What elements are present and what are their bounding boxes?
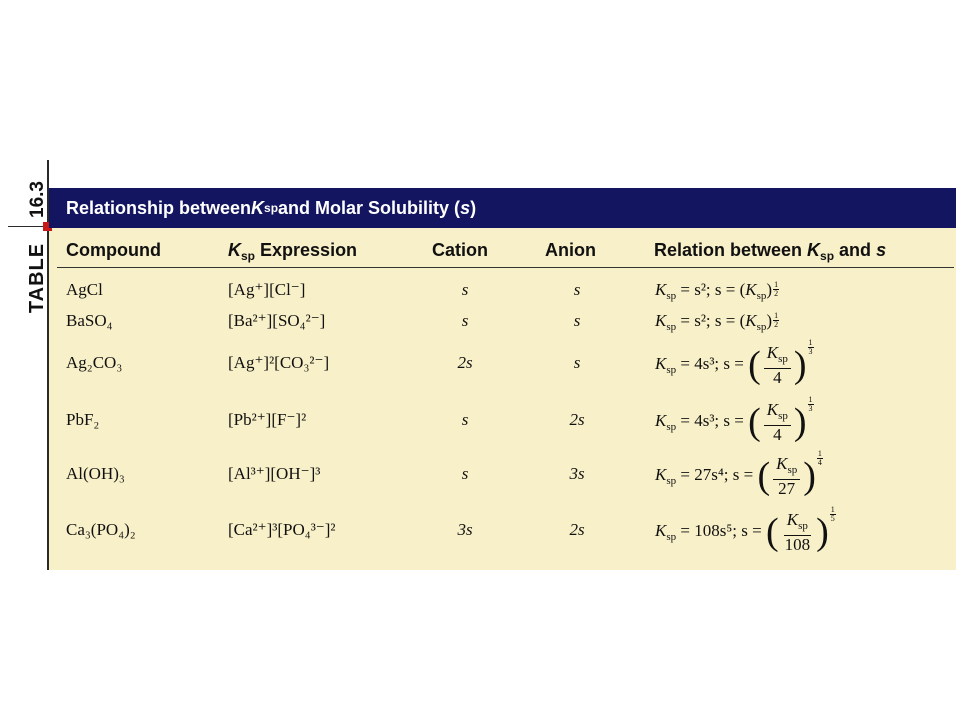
compound-cell: PbF₂ [66,410,100,429]
compound-cell: Ag₂CO₃ [66,353,123,372]
header-cation: Cation [432,240,488,260]
header-underline [57,267,954,268]
relation-cell: $K_{sp} = 108s^5$; s = ( $\frac{K_{sp}}{108}$ ) $\frac{1}{5}$ [655,505,835,554]
cation-cell: s [461,311,469,330]
relation-left: = 4s³; s = [680,411,744,430]
relation-fraction: $\frac{K_{sp}}{4}$ [764,401,791,444]
title-k-sub: sp [264,201,279,215]
header-rel-k: K [807,240,821,260]
ksp-expression-cell: [Al³⁺][OH⁻]³ [228,464,321,483]
anion-cell: s [573,311,581,330]
header-rel-s: s [876,240,887,260]
relation-cell: $K_{sp} = 27s^4$; s = ( $\frac{K_{sp}}{27}$ ) $\frac{1}{4}$ [655,449,822,498]
cation-cell: s [461,464,469,483]
compound-cell: AgCl [66,280,103,299]
relation-left: = 4s³; s = [680,354,744,373]
relation-fraction: $\frac{K_{sp}}{27}$ [773,455,800,498]
header-rel-sub: sp [820,249,835,263]
header-ksp-expression [228,240,357,263]
title-k: K [251,197,265,218]
relation-cell: $K_{sp} = s^2$; $s = (K_{sp})$ $\frac{1}{2}$ [655,311,779,333]
title-s: s [460,197,471,218]
header-anion: Anion [545,240,596,260]
relation-exponent: $\frac{1}{5}$ [830,505,835,523]
header-expr-k: K [228,240,241,260]
cation-cell: s [461,410,469,429]
relation-fraction: $\frac{K_{sp}}{4}$ [764,344,791,387]
anion-cell: 2s [569,520,585,539]
ksp-expression-cell: [Ag⁺][Cl⁻] [228,280,306,299]
compound-cell: Ca₃(PO₄)₂ [66,520,136,539]
table-word: TABLE [26,242,48,314]
anion-cell: 3s [569,464,585,483]
anion-cell: 2s [569,410,585,429]
header-expr-rest: Expression [255,240,358,260]
relation-fraction: $\frac{K_{sp}}{108}$ [784,509,811,554]
title-close: ) [470,197,477,218]
relation-left: = s²; s = ( [680,280,746,299]
header-rel-and: and [834,240,877,260]
header-rel-pre: Relation between [654,240,808,260]
header-relation [654,240,886,263]
relation-cell: $K_{sp} = 4s^3$; s = ( $\frac{K_{sp}}{4}$ ) $\frac{1}{3}$ [655,338,813,387]
cation-cell: s [461,280,469,299]
cation-cell: 2s [457,353,473,372]
anion-cell: s [573,353,581,372]
relation-exponent: $\frac{1}{3}$ [808,395,813,413]
ksp-expression-cell: [Ag⁺]²[CO₃²⁻] [228,353,330,372]
title-text-pre: Relationship between [66,197,252,218]
relation-exponent: $\frac{1}{2}$ [774,280,779,298]
ksp-expression-cell: [Ba²⁺][SO₄²⁻] [228,311,326,330]
title-text-post: and Molar Solubility ( [278,197,461,218]
table-number: 16.3 [26,181,48,218]
header-expr-sub: sp [241,249,256,263]
ksp-expression-cell: [Ca²⁺]³[PO₄³⁻]² [228,520,336,539]
compound-cell: BaSO₄ [66,311,113,330]
relation-exponent: $\frac{1}{4}$ [817,449,822,467]
relation-cell: $K_{sp} = 4s^3$; s = ( $\frac{K_{sp}}{4}$ ) $\frac{1}{3}$ [655,395,813,444]
relation-exponent: $\frac{1}{3}$ [808,338,813,356]
label-divider [8,226,48,227]
compound-cell: Al(OH)₃ [66,464,125,483]
ksp-expression-cell: [Pb²⁺][F⁻]² [228,410,307,429]
table-title [49,188,956,228]
anion-cell: s [573,280,581,299]
relation-left: = s²; s = ( [680,311,746,330]
relation-cell: $K_{sp} = s^2$; $s = (K_{sp})$ $\frac{1}{2}$ [655,280,779,302]
cation-cell: 3s [457,520,473,539]
header-compound: Compound [66,240,161,260]
relation-left: = 108s⁵; s = [680,521,762,540]
relation-left: = 27s⁴; s = [680,465,754,484]
relation-exponent: $\frac{1}{2}$ [774,311,779,329]
